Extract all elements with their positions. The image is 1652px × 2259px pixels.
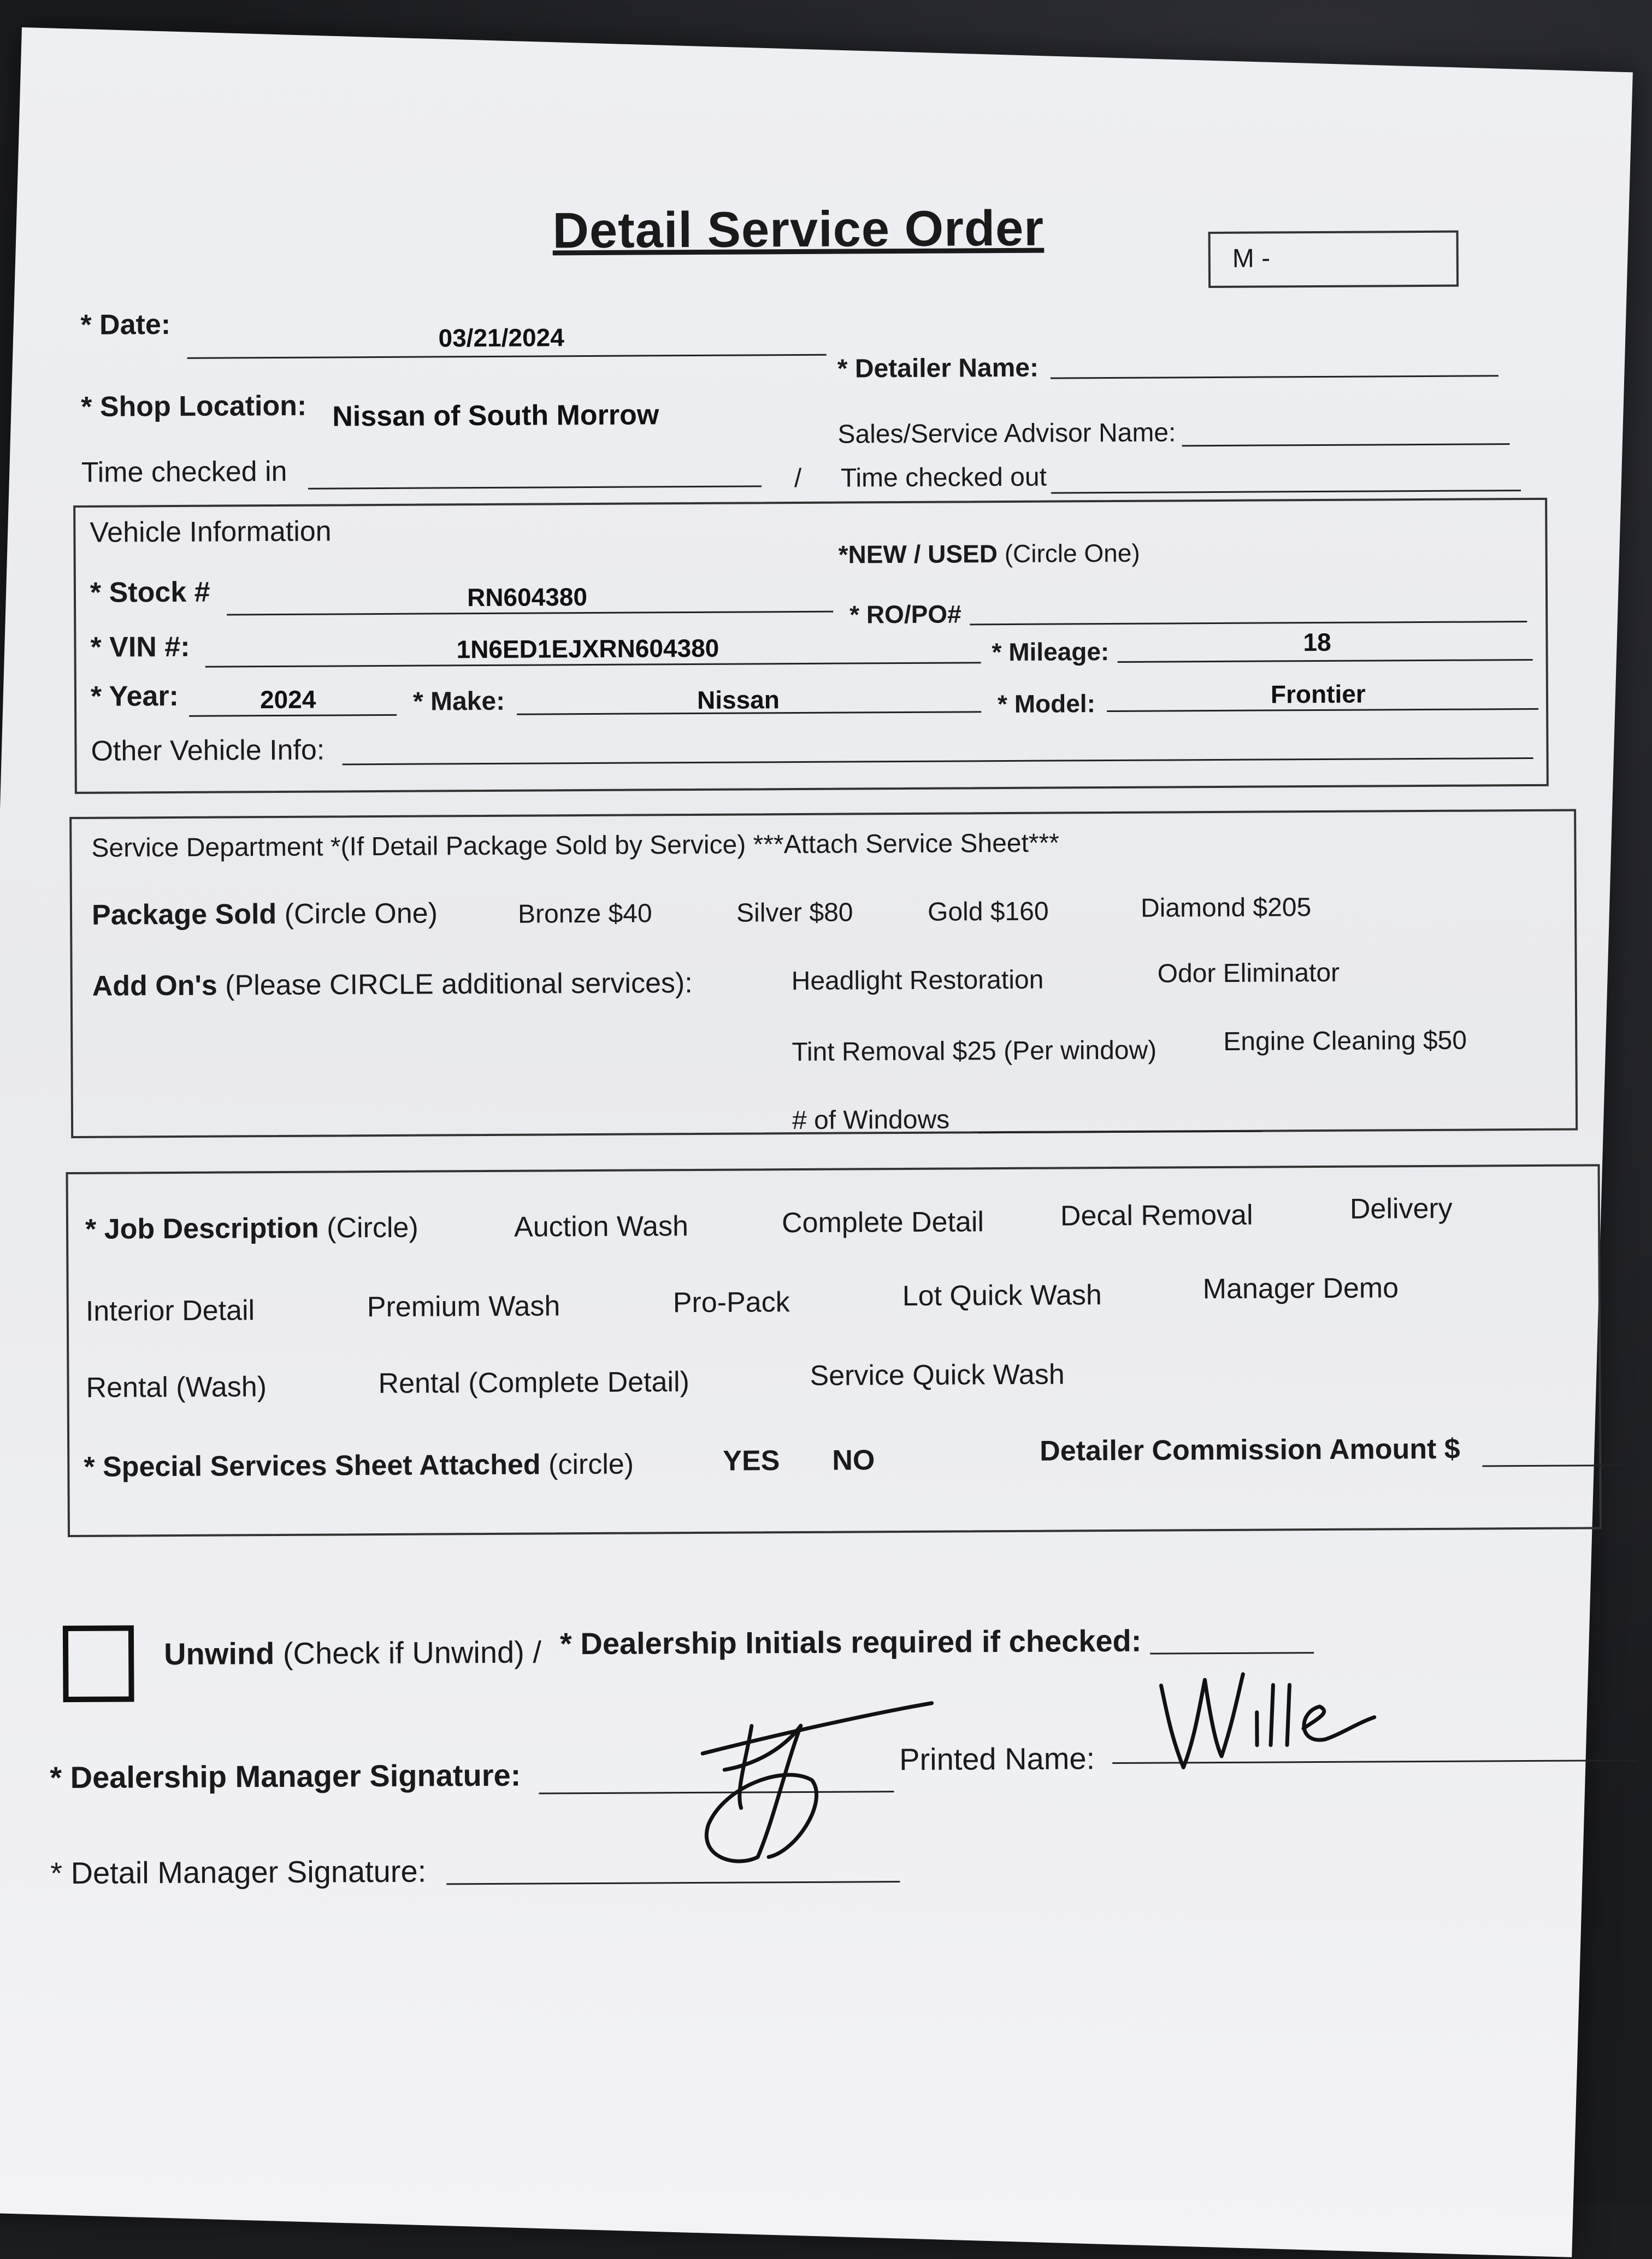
form-paper xyxy=(0,27,1633,2257)
addon-headlight-restoration[interactable]: Headlight Restoration xyxy=(791,965,1044,996)
date-line xyxy=(187,354,827,359)
job-complete-detail[interactable]: Complete Detail xyxy=(781,1206,984,1239)
job-service-quick-wash[interactable]: Service Quick Wash xyxy=(810,1358,1065,1392)
shop-location-label: * Shop Location: xyxy=(81,390,307,423)
detail-manager-signature-line[interactable] xyxy=(446,1881,900,1885)
package-sold-hint: (Circle One) xyxy=(284,897,438,930)
addon-odor-eliminator[interactable]: Odor Eliminator xyxy=(1157,958,1340,989)
job-description-hint: (Circle) xyxy=(327,1211,418,1244)
time-out-label: Time checked out xyxy=(840,462,1047,493)
date-label: * Date: xyxy=(80,309,171,341)
model-label: * Model: xyxy=(997,689,1096,719)
job-decal-removal[interactable]: Decal Removal xyxy=(1060,1199,1253,1232)
new-used-hint: (Circle One) xyxy=(1004,538,1140,568)
special-services-no[interactable]: NO xyxy=(832,1444,875,1476)
windows-label: # of Windows xyxy=(792,1105,950,1136)
vin-label: * VIN #: xyxy=(90,631,190,663)
package-gold[interactable]: Gold $160 xyxy=(927,897,1049,927)
package-sold-text: Package Sold xyxy=(91,898,277,931)
addons-label xyxy=(92,967,693,1003)
job-auction-wash[interactable]: Auction Wash xyxy=(514,1210,689,1243)
job-description-text: * Job Description xyxy=(85,1212,319,1245)
job-delivery[interactable]: Delivery xyxy=(1349,1192,1453,1225)
special-services-text: * Special Services Sheet Attached xyxy=(84,1449,541,1483)
manager-signature-label: * Dealership Manager Signature: xyxy=(50,1757,521,1795)
unwind-hint: (Check if Unwind) / xyxy=(282,1634,542,1670)
advisor-line[interactable] xyxy=(1182,443,1510,446)
printed-name-label: Printed Name: xyxy=(899,1741,1095,1777)
stock-value: RN604380 xyxy=(467,583,588,612)
manager-signature-handwriting xyxy=(691,1681,943,1879)
special-services-yes[interactable]: YES xyxy=(723,1445,780,1477)
unwind-label xyxy=(164,1634,541,1672)
date-value: 03/21/2024 xyxy=(438,323,564,352)
stock-label: * Stock # xyxy=(90,576,210,609)
detail-manager-signature-label: * Detail Manager Signature: xyxy=(50,1854,427,1891)
detailer-name-line[interactable] xyxy=(1051,375,1498,379)
special-services-hint: (circle) xyxy=(548,1448,634,1481)
job-rental-wash[interactable]: Rental (Wash) xyxy=(86,1371,267,1404)
order-number-prefix: M - xyxy=(1232,244,1271,273)
job-pro-pack[interactable]: Pro-Pack xyxy=(672,1286,790,1319)
addon-tint-removal[interactable]: Tint Removal $25 (Per window) xyxy=(792,1036,1157,1067)
package-bronze[interactable]: Bronze $40 xyxy=(517,899,652,929)
new-used-label[interactable] xyxy=(838,538,1140,569)
ro-po-label: * RO/PO# xyxy=(849,599,961,629)
time-out-line[interactable] xyxy=(1051,490,1521,494)
addons-hint: (Please CIRCLE additional services): xyxy=(225,967,693,1002)
commission-label: Detailer Commission Amount $ xyxy=(1040,1433,1460,1467)
advisor-label: Sales/Service Advisor Name: xyxy=(837,418,1176,449)
vin-value: 1N6ED1EJXRN604380 xyxy=(456,633,719,664)
model-value: Frontier xyxy=(1270,679,1366,709)
job-interior-detail[interactable]: Interior Detail xyxy=(85,1295,255,1327)
package-sold-label xyxy=(92,897,438,931)
addons-text: Add On's xyxy=(92,969,217,1002)
detailer-name-label: * Detailer Name: xyxy=(837,353,1039,384)
printed-name-handwriting xyxy=(1155,1662,1385,1784)
job-premium-wash[interactable]: Premium Wash xyxy=(367,1290,560,1323)
vehicle-info-label: Vehicle Information xyxy=(90,515,332,549)
service-header: Service Department *(If Detail Package Sold by Service) ***Attach Service Sheet*** xyxy=(91,828,1060,863)
shop-location-value: Nissan of South Morrow xyxy=(332,399,659,433)
mileage-label: * Mileage: xyxy=(992,637,1110,667)
package-silver[interactable]: Silver $80 xyxy=(736,898,853,928)
make-value: Nissan xyxy=(697,685,780,714)
form-title: Detail Service Order xyxy=(552,200,1045,259)
special-services-label xyxy=(84,1448,634,1484)
job-manager-demo[interactable]: Manager Demo xyxy=(1202,1272,1399,1305)
job-lot-quick-wash[interactable]: Lot Quick Wash xyxy=(902,1279,1102,1313)
time-in-label: Time checked in xyxy=(81,455,287,489)
unwind-text: Unwind xyxy=(163,1636,275,1672)
year-label: * Year: xyxy=(90,680,179,713)
new-used-text: *NEW / USED xyxy=(838,539,998,569)
unwind-checkbox[interactable] xyxy=(63,1625,134,1702)
addon-engine-cleaning[interactable]: Engine Cleaning $50 xyxy=(1223,1026,1467,1056)
mileage-value: 18 xyxy=(1303,627,1331,657)
other-vehicle-label: Other Vehicle Info: xyxy=(91,734,325,767)
initials-line[interactable] xyxy=(1150,1652,1314,1655)
make-label: * Make: xyxy=(412,686,505,716)
time-in-line[interactable] xyxy=(308,485,762,489)
time-slash: / xyxy=(794,463,802,493)
order-number-box[interactable] xyxy=(1208,231,1459,288)
year-value: 2024 xyxy=(259,685,316,714)
job-rental-complete-detail[interactable]: Rental (Complete Detail) xyxy=(378,1366,690,1400)
job-description-label xyxy=(85,1211,418,1246)
package-diamond[interactable]: Diamond $205 xyxy=(1140,893,1312,923)
initials-label: * Dealership Initials required if checked: xyxy=(559,1623,1142,1661)
